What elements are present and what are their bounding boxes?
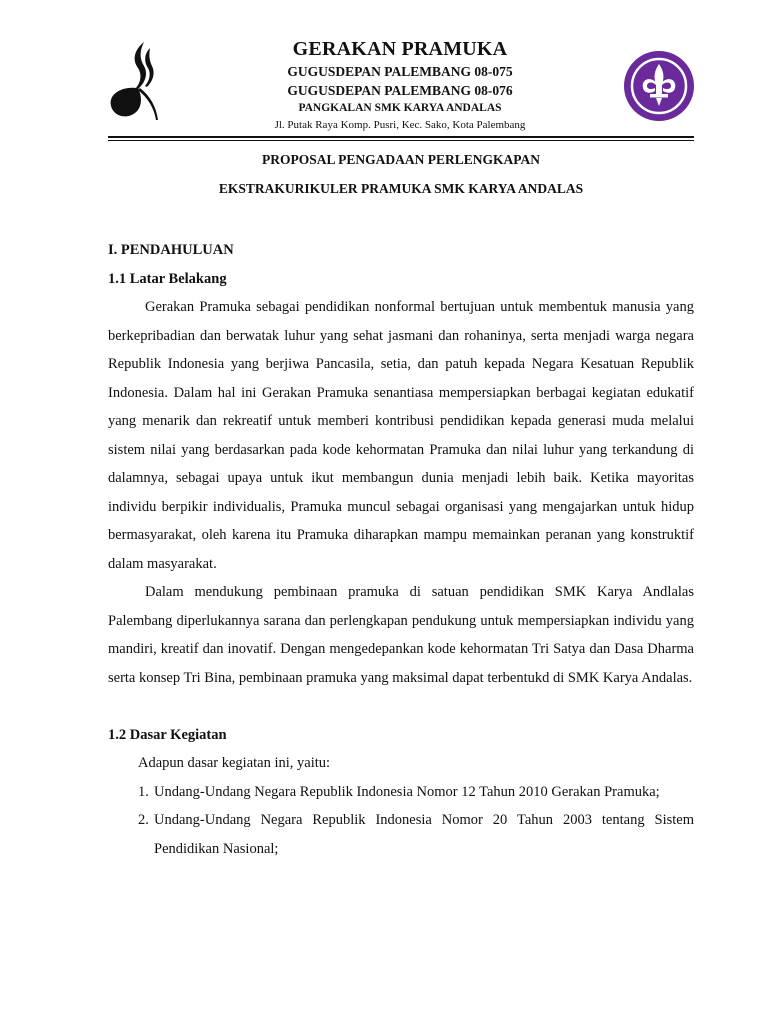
dasar-kegiatan-list	[108, 778, 694, 864]
paragraph-latar-belakang-2: Dalam mendukung pembinaan pramuka di satuan pendidikan SMK Karya Andlalas Palembang diperlukannya sarana dan perlengkapan pendukung untuk mempersiapkan individu yang mandiri, kreatif dan inovatif. Dengan mengedepankan kode kehormatan Tri Satya dan Dasa Dharma serta konsep Tri Bina, pembinaan pramuka yang maksimal dapat terbentukd di SMK Karya Andalas.	[108, 584, 694, 686]
list-item-number: 1.	[138, 783, 149, 800]
document-body	[108, 236, 694, 863]
list-item-text: Undang-Undang Negara Republik Indonesia Nomor 20 Tahun 2003 tentang Sistem Pendidikan Nasional;	[154, 812, 694, 857]
list-item-number: 2.	[138, 812, 149, 828]
gugusdepan-line-2: GUGUSDEPAN PALEMBANG 08-076	[287, 83, 513, 98]
list-item	[108, 806, 694, 863]
spacer	[108, 692, 694, 721]
paragraph-latar-belakang-1: Gerakan Pramuka sebagai pendidikan nonformal bertujuan untuk membentuk manusia yang berkepribadian dan berwatak luhur yang sehat jasmani dan rohaninya, serta menjadi warga negara Republik Indonesia yang berjiwa Pancasila, setia, dan patuh kepada Negara Kesatuan Republik Indonesia. Dalam hal ini Gerakan Pramuka senantiasa mempersiapkan berbagai kegiatan edukatif yang menarik dan rekreatif untuk memberi kontribusi pendidikan kepada generasi muda melalui sistem nilai yang berdasarkan pada kode kehormatan Pramuka dan nilai luhur yang terkandung di dalamnya, sebagai upaya untuk ikut membangun dunia menjadi lebih baik. Ketika mayoritas individu berpikir individualis, Pramuka muncul sebagai organisasi yang mengajarkan untuk hidup bermasyarakat, oleh karena itu Pramuka diharapkan mampu memainkan peranan yang konstruktif dalam masyarakat.	[108, 299, 694, 572]
world-scout-fleur-de-lis-icon	[623, 50, 695, 122]
organization-name: GERAKAN PRAMUKA	[292, 38, 508, 60]
dasar-kegiatan-intro: Adapun dasar kegiatan ini, yaitu:	[138, 755, 331, 771]
document-title-line-1: PROPOSAL PENGADAAN PERLENGKAPAN	[261, 152, 540, 167]
section-heading: I. PENDAHULUAN	[108, 242, 234, 258]
gugusdepan-line-1: GUGUSDEPAN PALEMBANG 08-075	[287, 64, 513, 79]
document-title-line-2: EKSTRAKURIKULER PRAMUKA SMK KARYA ANDALAS	[218, 181, 584, 196]
subsection-heading-1-2: 1.2 Dasar Kegiatan	[108, 726, 227, 743]
list-item	[108, 778, 694, 807]
letterhead	[180, 36, 620, 133]
subsection-heading-1-1: 1.1 Latar Belakang	[108, 270, 227, 287]
pangkalan-line: PANGKALAN SMK KARYA ANDALAS	[298, 102, 502, 114]
list-item-text: Undang-Undang Negara Republik Indonesia Nomor 12 Tahun 2010 Gerakan Pramuka;	[154, 783, 660, 800]
tunas-kelapa-icon	[108, 40, 164, 124]
letterhead-rule-thin	[108, 140, 694, 141]
letterhead-rule-thick	[108, 136, 694, 138]
address-line: Jl. Putak Raya Komp. Pusri, Kec. Sako, Kota Palembang	[274, 119, 526, 131]
